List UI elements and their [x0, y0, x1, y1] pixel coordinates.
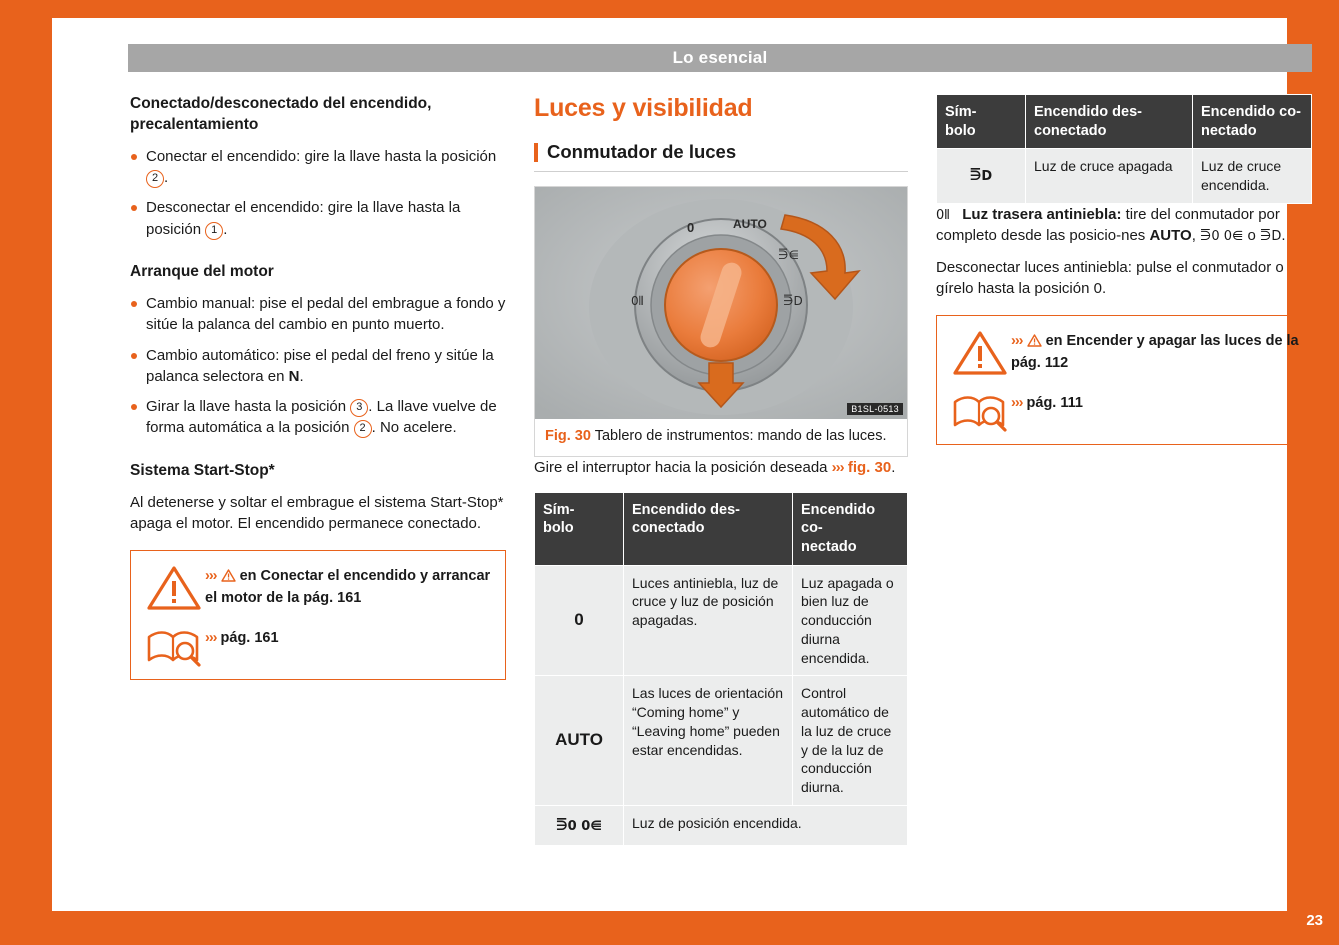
cell-symbol-lowbeam: [937, 149, 1026, 204]
column-middle: [534, 94, 908, 846]
figure-image: [535, 187, 907, 419]
chevron-icon: ›››: [1011, 333, 1023, 350]
chevron-icon: ›››: [205, 568, 217, 585]
chevron-icon: ›››: [1011, 395, 1023, 412]
section-title: Luces y visibilidad: [534, 94, 753, 122]
bullet-text: Conectar el encendido: gire la llave hasta la posición: [146, 147, 497, 165]
rear-fog-text-a: tire del conmutador por completo desde las posicio-nes: [936, 205, 1280, 245]
bullet-text-end: . No acelere.: [371, 419, 457, 437]
table-row: [535, 565, 908, 676]
mini-warning-icon: [1027, 333, 1042, 353]
intro-text: Gire el interruptor hacia la posición deseada: [534, 458, 832, 476]
cell-span-2: Luz de posición encendida.: [624, 805, 908, 845]
paragraph-fog-off: Desconectar luces antiniebla: pulse el conmutador o gírelo hasta la posición 0.: [936, 258, 1284, 297]
rear-fog-label: Luz trasera antiniebla:: [962, 205, 1122, 223]
warning-triangle-icon: [143, 563, 205, 611]
page-number: 23: [1306, 912, 1323, 929]
page-sheet: [52, 18, 1301, 911]
note-book-text: [1011, 390, 1083, 413]
book-search-icon: [143, 625, 205, 667]
list-item: [130, 146, 506, 189]
note-row-warning: [949, 328, 1299, 376]
cell-on-0: Luz de cruce encendida.: [1193, 149, 1312, 204]
circled-number-2b: 2: [354, 420, 372, 438]
note-warning-text: [1011, 328, 1299, 373]
bullet-text-mid: . La llave vuelve de forma automática a la posición: [146, 398, 497, 437]
heading-start-stop: Sistema Start-Stop*: [130, 461, 275, 479]
svg-text:0⫴: 0⫴: [631, 294, 644, 308]
svg-text:AUTO: AUTO: [733, 217, 767, 231]
figure-label: Fig. 30: [545, 428, 591, 444]
side-light-icon: ⋽0 0⋹: [1200, 229, 1244, 245]
circled-number-2: 2: [146, 170, 164, 188]
low-beam-icon: ⋽D: [1260, 229, 1282, 245]
intro-text-end: .: [891, 458, 896, 476]
column-header-off: Encendido des- conectado: [624, 492, 793, 565]
side-light-icon: ⋽0 0⋹: [556, 818, 602, 834]
svg-text:⋽⋹: ⋽⋹: [778, 248, 799, 262]
list-item: [130, 197, 506, 240]
paragraph-start-stop: Al detenerse y soltar el embrague el sistema Start-Stop* apaga el motor. El encendido permanece conectado.: [130, 493, 504, 532]
bullet-text: Desconectar el encendido: gire la llave hasta la posición: [146, 199, 461, 238]
circled-number-3: 3: [350, 399, 368, 417]
rear-fog-text-d: .: [1281, 227, 1286, 245]
figure-caption: [535, 419, 907, 456]
column-header-on: Encendido co- nectado: [793, 492, 908, 565]
table-row: [937, 149, 1312, 204]
figure-30: [534, 186, 908, 457]
rear-fog-text-b: ,: [1191, 227, 1201, 245]
table-low-beam: [936, 94, 1312, 204]
paragraph-rear-fog: [936, 204, 1312, 247]
list-ignition: [130, 146, 506, 240]
bullet-text: Cambio automático: pise el pedal del freno y sitúe la palanca selectora en: [146, 346, 494, 385]
cell-symbol-sidelight: [535, 805, 624, 845]
bullet-text-end: .: [164, 169, 169, 187]
list-item: [130, 293, 506, 336]
heading-ignition: Conectado/desconectado del encendido, precalentamiento: [130, 95, 432, 133]
subsection-header: [534, 141, 908, 172]
note-box-right: [936, 315, 1312, 445]
circled-number-1: 1: [205, 222, 223, 240]
mini-warning-icon: [221, 568, 236, 588]
paragraph-switch-intro: [534, 457, 908, 478]
note-row-warning: [143, 563, 493, 611]
page-header: Lo esencial: [128, 44, 1312, 72]
column-left: [130, 94, 506, 680]
note-warning-text: [205, 563, 493, 608]
cell-on-1: Control automático de la luz de cruce y de la luz de conducción diurna.: [793, 676, 908, 806]
list-engine-start: [130, 293, 506, 439]
bullet-text: Girar la llave hasta la posición: [146, 398, 351, 416]
bullet-text-end: .: [223, 220, 228, 238]
svg-text:0: 0: [687, 220, 695, 235]
warning-triangle-icon: [949, 328, 1011, 376]
chevron-icon: ›››: [831, 458, 844, 476]
subsection-title: Conmutador de luces: [547, 141, 737, 162]
table-header-row: [535, 492, 908, 565]
figure-caption-text: Tablero de instrumentos: mando de las luces.: [594, 428, 887, 444]
table-header-row: [937, 95, 1312, 149]
column-header-off: Encendido des- conectado: [1026, 95, 1193, 149]
table-row: [535, 676, 908, 806]
rear-fog-text-c: o: [1243, 227, 1261, 245]
list-item: [130, 396, 506, 439]
note-warning-label: en Encender y apagar las luces de la pág. 112: [1011, 333, 1299, 372]
column-header-on: Encendido co- nectado: [1193, 95, 1312, 149]
note-row-book: [143, 625, 493, 667]
note-book-label: pág. 111: [1026, 395, 1083, 412]
list-item: [130, 345, 506, 388]
heading-engine-start: Arranque del motor: [130, 263, 274, 281]
cell-off-1: Las luces de orientación “Coming home” y “Leaving home” pueden estar encendidas.: [624, 676, 793, 806]
low-beam-icon: ⋽D: [969, 169, 993, 185]
figure-code: B1SL-0513: [847, 403, 903, 415]
column-header-symbol: Sím- bolo: [937, 95, 1026, 149]
note-row-book: [949, 390, 1299, 432]
rear-fog-light-icon: 0⫴: [936, 207, 950, 223]
note-box-left: [130, 550, 506, 680]
cell-symbol-0: 0: [535, 565, 624, 676]
note-warning-label: en Conectar el encendido y arrancar el motor de la pág. 161: [205, 568, 491, 607]
cell-off-0: Luz de cruce apagada: [1026, 149, 1193, 204]
book-search-icon: [949, 390, 1011, 432]
column-right: [936, 94, 1312, 445]
auto-label: AUTO: [1149, 227, 1192, 245]
table-row: [535, 805, 908, 845]
cell-symbol-auto: AUTO: [535, 676, 624, 806]
cell-off-0: Luces antiniebla, luz de cruce y luz de posición apagadas.: [624, 565, 793, 676]
table-light-switch-positions: [534, 492, 908, 846]
svg-text:⋽D: ⋽D: [783, 294, 803, 308]
gear-letter: N: [288, 367, 300, 385]
chevron-icon: ›››: [205, 630, 217, 647]
note-book-text: [205, 625, 279, 648]
cell-on-0: Luz apagada o bien luz de conducción diurna encendida.: [793, 565, 908, 676]
bullet-text-end: .: [299, 367, 304, 385]
accent-bar: [534, 143, 538, 162]
bullet-text: Cambio manual: pise el pedal del embrague a fondo y sitúe la palanca del cambio en punto muerto.: [146, 294, 506, 334]
figure-reference-link[interactable]: fig. 30: [847, 458, 892, 476]
note-book-label: pág. 161: [220, 630, 279, 647]
column-header-symbol: Sím- bolo: [535, 492, 624, 565]
